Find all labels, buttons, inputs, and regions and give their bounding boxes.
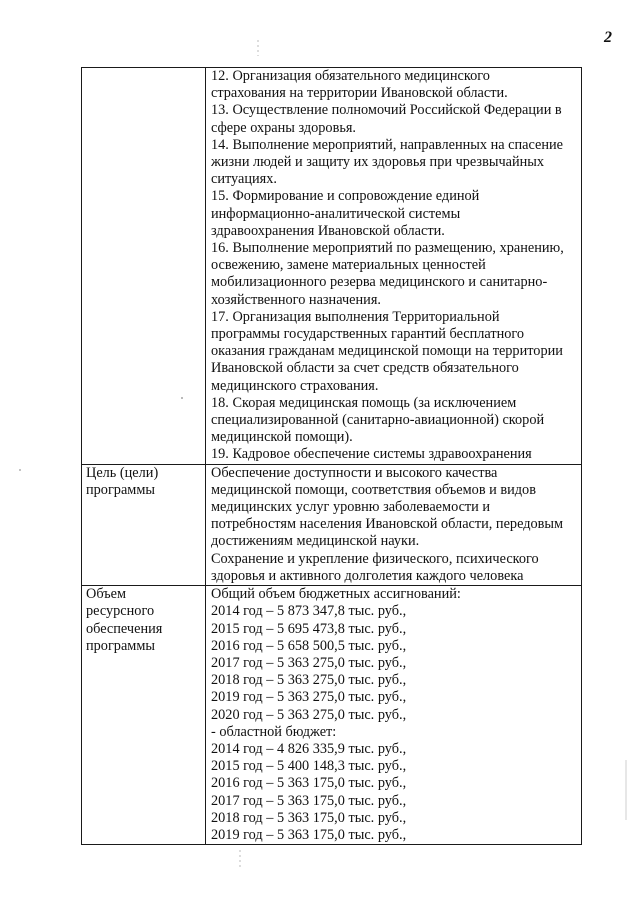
text-line: хозяйственного назначения. <box>211 291 381 308</box>
text-line: жизни людей и защиту их здоровья при чрезвычайных <box>211 154 545 171</box>
text-line: 14. Выполнение мероприятий, направленных на спасение <box>211 136 564 153</box>
funding-label-cell <box>82 586 206 845</box>
text-line: медицинской помощи, соответствия объемов и видов <box>211 481 536 498</box>
text-line: ситуациях. <box>211 171 277 188</box>
scan-artifact-dot <box>19 469 21 471</box>
text-line: 2020 год – 5 363 275,0 тыс. руб., <box>211 706 407 723</box>
table-row-goals <box>82 464 582 585</box>
text-line: 2019 год – 5 363 175,0 тыс. руб., <box>211 826 407 843</box>
text-line: 19. Кадровое обеспечение системы здравоохранения <box>211 446 532 463</box>
goals-content-cell <box>206 464 582 585</box>
table-row-funding <box>82 586 582 845</box>
text-line: 2015 год – 5 695 473,8 тыс. руб., <box>211 620 407 637</box>
text-line: 15. Формирование и сопровождение единой <box>211 188 480 205</box>
text-line: медицинской помощи). <box>211 429 353 446</box>
text-line: 2017 год – 5 363 175,0 тыс. руб., <box>211 792 407 809</box>
text-line: информационно-аналитической системы <box>211 205 461 222</box>
text-line: 2014 год – 5 873 347,8 тыс. руб., <box>211 603 407 620</box>
goals-label-cell <box>82 464 206 585</box>
table-row-tasks <box>82 68 582 465</box>
text-line: 13. Осуществление полномочий Российской Федерации в <box>211 102 562 119</box>
text-line: Ивановской области за счет средств обязательного <box>211 360 519 377</box>
text-line: страхования на территории Ивановской области. <box>211 85 508 102</box>
text-line: 2015 год – 5 400 148,3 тыс. руб., <box>211 758 407 775</box>
text-line: 2018 год – 5 363 175,0 тыс. руб., <box>211 809 407 826</box>
text-line: сфере охраны здоровья. <box>211 119 356 136</box>
label-line: программы <box>86 637 156 654</box>
label-line: Цель (цели) <box>86 464 159 481</box>
text-line: мобилизационного резерва медицинского и санитарно- <box>211 274 548 291</box>
label-line: ресурсного <box>86 603 155 620</box>
text-line: 12. Организация обязательного медицинского <box>211 68 490 84</box>
text-line: 2018 год – 5 363 275,0 тыс. руб., <box>211 672 407 689</box>
program-passport-table <box>81 67 582 845</box>
label-line: Объем <box>86 586 127 603</box>
text-line: 16. Выполнение мероприятий по размещению, хранению, <box>211 240 564 257</box>
text-line: Сохранение и укрепление физического, психического <box>211 550 539 567</box>
text-line: медицинского страхования. <box>211 377 379 394</box>
page-number: 2 <box>604 29 612 46</box>
text-line: 2016 год – 5 658 500,5 тыс. руб., <box>211 637 407 654</box>
text-line: 2019 год – 5 363 275,0 тыс. руб., <box>211 689 407 706</box>
row-label-cell <box>82 68 206 465</box>
text-line: оказания гражданам медицинской помощи на территории <box>211 343 563 360</box>
text-line: потребностям населения Ивановской области, передовым <box>211 516 564 533</box>
text-line: освежению, замене материальных ценностей <box>211 257 486 274</box>
text-line: программы государственных гарантий бесплатного <box>211 326 525 343</box>
text-line: здравоохранения Ивановской области. <box>211 222 445 239</box>
text-line: достижениям медицинской науки. <box>211 533 420 550</box>
text-line: 2014 год – 4 826 335,9 тыс. руб., <box>211 740 407 757</box>
text-line: Обеспечение доступности и высокого качества <box>211 464 498 481</box>
label-line: программы <box>86 481 156 498</box>
text-line: 17. Организация выполнения Территориальной <box>211 308 500 325</box>
funding-content-cell <box>206 586 582 845</box>
text-line: Общий объем бюджетных ассигнований: <box>211 586 461 603</box>
text-line: - областной бюджет: <box>211 723 337 740</box>
tasks-content-cell <box>206 68 582 465</box>
text-line: медицинских услуг уровню заболеваемости и <box>211 499 491 516</box>
text-line: здоровья и активного долголетия каждого человека <box>211 567 524 584</box>
text-line: 2017 год – 5 363 275,0 тыс. руб., <box>211 654 407 671</box>
label-line: обеспечения <box>86 620 163 637</box>
text-line: 18. Скорая медицинская помощь (за исключением <box>211 394 517 411</box>
text-line: специализированной (санитарно-авиационной) скорой <box>211 412 545 429</box>
text-line: 2016 год – 5 363 175,0 тыс. руб., <box>211 775 407 792</box>
